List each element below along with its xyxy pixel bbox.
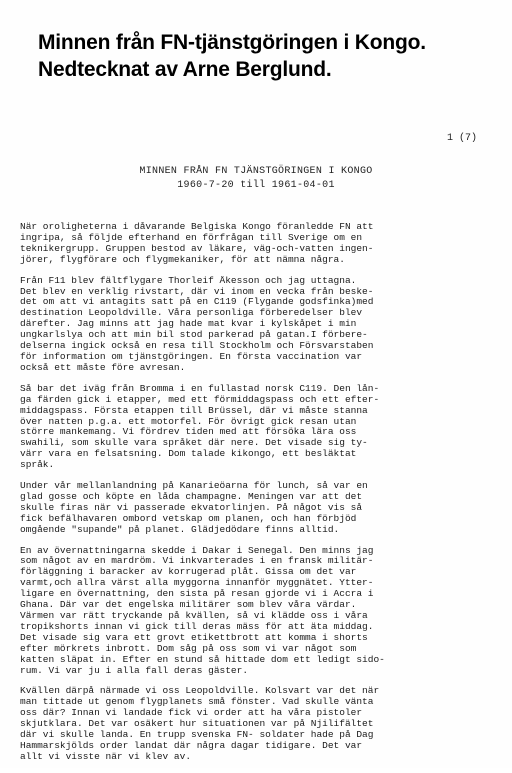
paragraph-line: språk. <box>20 460 55 471</box>
paragraph-line: oss där? Innan vi landade fick vi order att ha våra pistoler <box>20 708 363 719</box>
paragraph-line: också ett måste före avresan. <box>20 362 186 373</box>
page-number: 1 (7) <box>447 133 478 144</box>
paragraph-line: där vi skulle landa. En trupp svenska FN- soldater hade på Dag <box>20 730 374 741</box>
paragraph-line: Under vår mellanlandning på Kanarieöarna för lunch, så var en <box>20 481 368 492</box>
paragraph <box>20 276 500 374</box>
paragraph-line: Värmen var rätt tryckande på kvällen, så vi klädde oss i våra <box>20 611 368 621</box>
paragraph-line: ungkarlslya och att min bil stod parkerad på gatan.I förbere- <box>20 330 368 341</box>
paragraph-line: middagspass. Första etappen till Brüssel, där vi måste stanna <box>20 405 368 416</box>
paragraph <box>20 686 500 762</box>
paragraph-line: varmt,och allra värst alla myggorna innanför myggnätet. Ytter- <box>20 578 374 589</box>
paragraph-line: ingripa, så följde efterhand en förfrågan till Sverige om en <box>20 232 363 243</box>
paragraph-line: för information om tjänstgöringen. En första vaccination var <box>20 351 363 362</box>
paragraph-line: glad gosse och köpte en låda champagne. Meningen var att det <box>20 491 363 502</box>
paragraph-line: Det visade sig vara ett grovt etikettbrott att komma i shorts <box>20 632 368 643</box>
document-body <box>20 222 500 773</box>
paragraph-line: efter mörkrets inbrott. Dom såg på oss som vi var något som <box>20 643 357 654</box>
paragraph <box>20 222 500 266</box>
paragraph-line: swahili, som skulle vara språket där nere. Det visade sig ty- <box>20 438 368 449</box>
paragraph-line: destination Leopoldville. Våra personliga förberedelser blev <box>20 308 363 319</box>
paragraph-line: förläggning i baracker av korrugerad plåt. Gissa om det var <box>20 567 357 578</box>
paragraph-line: skulle firas när vi passerade ekvatorlinjen. På något vis så <box>20 502 363 513</box>
paragraph-line: Så bar det iväg från Bromma i en fullastad norsk C119. Den lån- <box>20 383 380 394</box>
document-date-range: 1960-7-20 till 1961-04-01 <box>177 180 335 191</box>
paragraph <box>20 481 500 536</box>
heading-line-2: Nedtecknat av Arne Berglund. <box>38 58 332 81</box>
paragraph-line: katten släpat in. Efter en stund så hittade dom ett ledigt sido- <box>20 654 385 665</box>
paragraph-line: jörer, flygförare och flygmekaniker, för att nämna några. <box>20 254 345 265</box>
heading-line-1: Minnen från FN-tjänstgöringen i Kongo. <box>38 31 426 54</box>
document-heading <box>38 29 508 83</box>
paragraph-line: Kvällen därpå närmade vi oss Leopoldville. Kolsvart var det när <box>20 686 380 697</box>
paragraph-line: tropikshorts innan vi gick till deras mäss för att äta middag. <box>20 621 374 632</box>
paragraph <box>20 384 500 471</box>
paragraph-line: allt vi visste när vi klev av. <box>20 751 192 762</box>
paragraph-line: större mankemang. Vi fördrev tiden med att försöka lära oss <box>20 427 357 438</box>
paragraph-line: omgående "supande" på planet. Glädjedödare finns alltid. <box>20 524 340 535</box>
paragraph-line: Från F11 blev fältflygare Thorleif Åkesson och jag uttagna. <box>20 275 357 286</box>
paragraph-line: delserna ingick också en resa till Stockholm och Försvarstaben <box>20 341 374 352</box>
paragraph-line: fick befälhavaren ombord vetskap om planen, och han förbjöd <box>20 513 357 524</box>
paragraph-line: det om att vi antagits satt på en C119 (Flygande godsfinka)med <box>20 297 374 308</box>
paragraph-line: ga färden gick i etapper, med ett förmiddagspass och ett efter- <box>20 394 380 405</box>
paragraph <box>20 546 500 677</box>
paragraph-line: ligare en övernattning, den sista på resan gjorde vi i Accra i <box>20 589 374 600</box>
paragraph-line: därefter. Jag minns att jag hade mat kvar i kylskåpet i min <box>20 319 357 330</box>
paragraph-line: När oroligheterna i dåvarande Belgiska Kongo föranledde FN att <box>20 222 374 232</box>
paragraph-line: rum. Vi var ju i alla fall deras gäster. <box>20 665 249 676</box>
paragraph-line: över natten p.g.a. ett motorfel. För övrigt gick resan utan <box>20 416 357 427</box>
paragraph-line: man tittade ut genom flygplanets små fönster. Vad skulle vänta <box>20 697 374 708</box>
paragraph-line: En av övernattningarna skedde i Dakar i Senegal. Den minns jag <box>20 545 374 556</box>
paragraph-line: Hammarskjölds order landat där några dagar tidigare. Det var <box>20 740 363 751</box>
paragraph-line: teknikergrupp. Gruppen bestod av läkare, väg-och-vatten ingen- <box>20 243 374 254</box>
paragraph-line: Det blev en verklig rivstart, där vi inom en vecka från beske- <box>20 286 374 297</box>
paragraph-line: som något av en mardröm. Vi inkvarterades i en fransk militär- <box>20 556 374 567</box>
paragraph-line: Ghana. Där var det engelska militärer som blev våra värdar. <box>20 600 357 611</box>
document-title: MINNEN FRÅN FN TJÄNSTGÖRINGEN I KONGO <box>139 166 373 177</box>
paragraph-line: värr vara en felsatsning. Dom talade kikongo, ett besläktat <box>20 449 357 460</box>
paragraph-line: skjutklara. Det var osäkert hur situationen var på Njilifältet <box>20 719 374 730</box>
